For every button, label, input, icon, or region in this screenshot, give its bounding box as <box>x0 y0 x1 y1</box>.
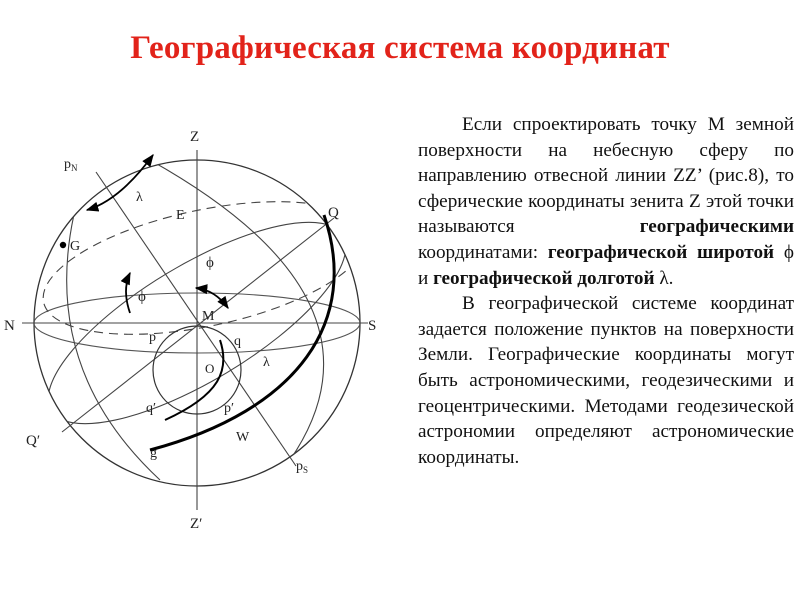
point-g-marker <box>60 242 66 248</box>
label-z: Z <box>190 129 200 145</box>
label-o: O <box>205 361 215 376</box>
label-ps: $p_S$ <box>296 459 309 475</box>
label-g-point: G <box>70 239 81 254</box>
label-q-prime-small: q′ <box>146 401 157 416</box>
label-p: p <box>149 330 156 345</box>
label-s: S <box>368 318 377 334</box>
label-e: E <box>176 208 185 223</box>
polar-axis-line <box>96 172 296 466</box>
description-text <box>418 112 794 470</box>
label-q-prime: Q′ <box>26 433 41 449</box>
label-q: Q <box>328 205 339 221</box>
label-m: M <box>202 309 215 324</box>
label-phi-left: ϕ <box>138 289 146 305</box>
label-n: N <box>4 318 15 334</box>
page-title: Географическая система координат <box>130 30 670 66</box>
label-lambda-top: λ <box>136 190 143 205</box>
label-q-small: q <box>234 334 241 349</box>
label-pn: $p_N$ <box>64 157 78 173</box>
label-phi-center: ϕ <box>206 255 214 271</box>
label-lambda-right: λ <box>263 355 270 370</box>
phi-arrow-left <box>126 273 130 313</box>
label-z-prime: Z′ <box>190 516 203 532</box>
lambda-arrow <box>87 155 153 210</box>
celestial-sphere-diagram <box>0 110 410 540</box>
label-w: W <box>236 430 250 445</box>
label-g-small: g <box>150 446 157 461</box>
label-p-prime: p′ <box>224 401 235 416</box>
paragraph-1: Если спроектировать точку M земной поверхности на небесную сферу по направлению отвесной линии ZZ’ (рис.8), то сферические координаты зенита Z этой точки называются географическими координатами: географической широтой ϕ и географической долготой λ. <box>418 114 794 289</box>
paragraph-2: В географической системе координат задается положение пунктов на поверхности Земли. Географические координаты могут быть астрономическими, геодезическими и геоцентрическими. Методами геодезической астрономии определяют астрономические координаты. <box>418 293 794 468</box>
